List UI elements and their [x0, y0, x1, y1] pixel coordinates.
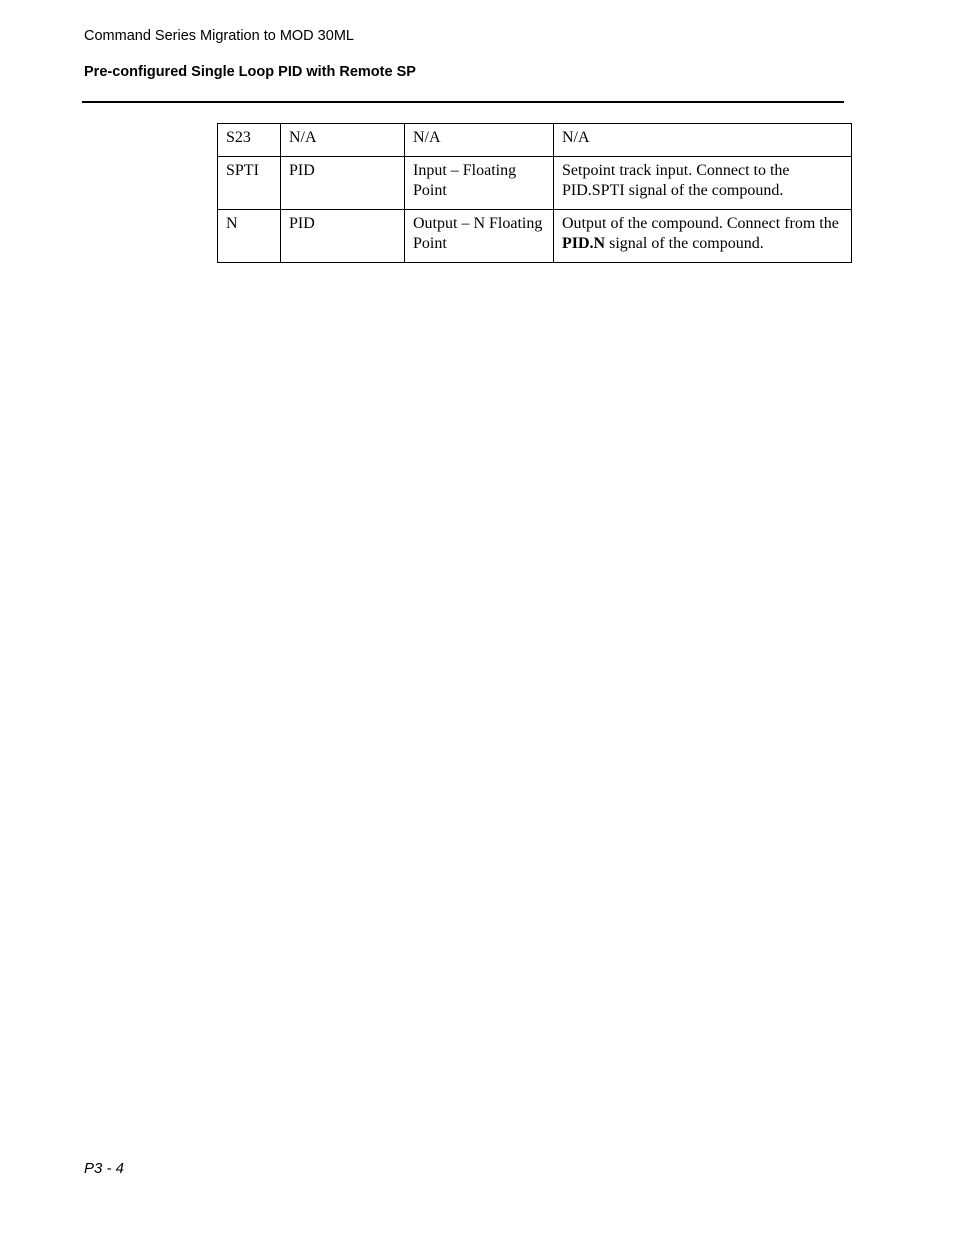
table-cell-parameter: N [218, 209, 281, 262]
page-number: P3 - 4 [84, 1160, 125, 1177]
table-cell-description: Setpoint track input. Connect to the PID.SPTI signal of the compound. [554, 156, 852, 209]
table-row [218, 209, 852, 262]
running-head: Command Series Migration to MOD 30ML [84, 28, 354, 44]
table-cell-parameter: S23 [218, 124, 281, 157]
description-text: signal of the compound. [605, 235, 764, 252]
table-row [218, 124, 852, 157]
table-cell-type: Input – Floating Point [405, 156, 554, 209]
table-cell-block: N/A [281, 124, 405, 157]
table-cell-type: Output – N Floating Point [405, 209, 554, 262]
parameter-table [217, 123, 852, 263]
header-rule [82, 101, 844, 103]
table-cell-block: PID [281, 209, 405, 262]
table-cell-description: N/A [554, 124, 852, 157]
table-cell-parameter: SPTI [218, 156, 281, 209]
table-row [218, 156, 852, 209]
section-title: Pre-configured Single Loop PID with Remote SP [84, 64, 416, 80]
table-cell-block: PID [281, 156, 405, 209]
description-text: Output of the compound. Connect from the [562, 214, 839, 232]
table-cell-type: N/A [405, 124, 554, 157]
table-cell-description [554, 209, 852, 262]
signal-name: PID.N [562, 235, 606, 252]
